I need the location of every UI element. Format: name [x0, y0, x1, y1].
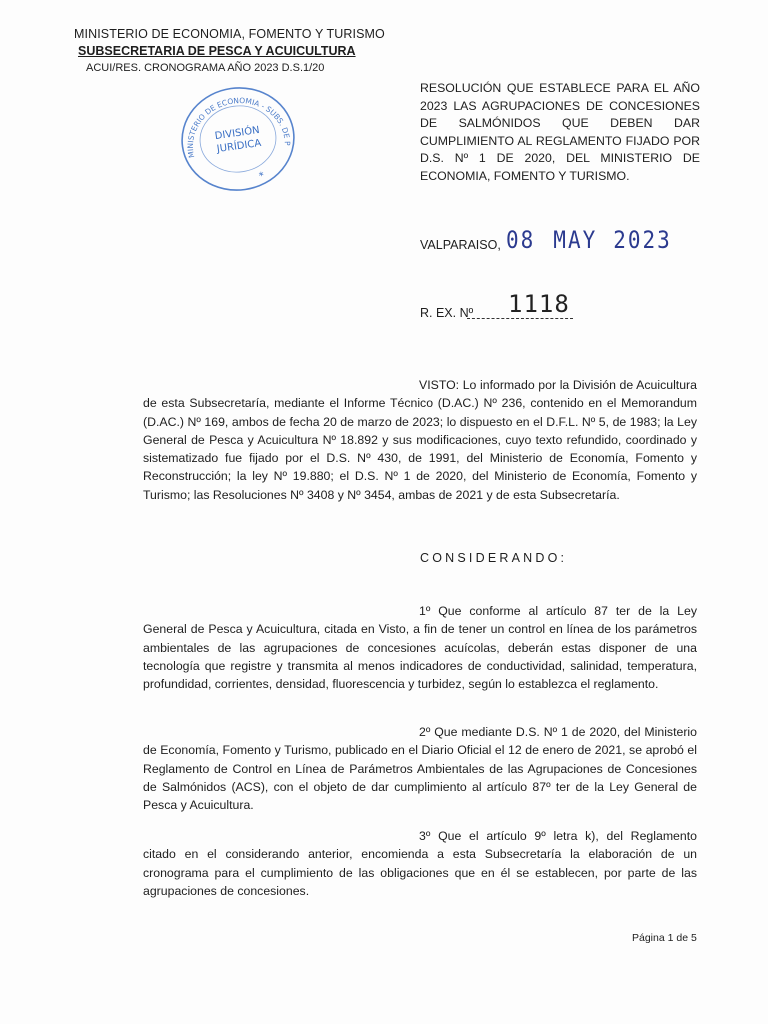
stamp-ring-text: MINISTERIO DE ECONOMIA - SUBS. DE PESCA	[185, 96, 292, 159]
document-reference: ACUI/RES. CRONOGRAMA AÑO 2023 D.S.1/20	[86, 62, 325, 74]
date-year: 2023	[613, 226, 672, 254]
date-month: MAY	[553, 226, 598, 254]
considerando-2	[143, 723, 697, 814]
resolution-number-line	[467, 318, 573, 319]
stamp-center-line2: JURÍDICA	[216, 137, 262, 155]
stamp-center-line1: DIVISIÓN	[214, 124, 261, 143]
date-day: 08	[506, 226, 536, 254]
resolution-title: RESOLUCIÓN QUE ESTABLECE PARA EL AÑO 2023 LAS AGRUPACIONES DE CONCESIONES DE SALMÓNIDOS QUE DEBEN DAR CUMPLIMIENTO AL REGLAMENTO FIJADO POR D.S. Nº 1 DE 2020, DEL MINISTERIO DE ECONOMIA, FOMENTO Y TURISMO.	[420, 81, 700, 183]
considerando-1-text: 1º Que conforme al artículo 87 ter de la Ley General de Pesca y Acuicultura, citada en Visto, a fin de tener un control en línea de los parámetros ambientales de las agrupaciones de concesiones acuícolas, deberán estas disponer de una tecnología que registre y transmita al menos indicadores de conductividad, salinidad, temperatura, profundidad, corrientes, densidad, fluorescencia y turbidez, según lo establezca el reglamento.	[143, 604, 697, 692]
visto-text: VISTO: Lo informado por la División de Acuicultura de esta Subsecretaría, mediante el Informe Técnico (D.AC.) Nº 236, contenido en el Memorandum (D.AC.) Nº 169, ambos de fecha 20 de marzo de 2023; lo dispuesto en el D.F.L. Nº 5, de 1983; la Ley General de Pesca y Acuicultura Nº 18.892 y sus modificaciones, cuyo texto refundido, coordinado y sistematizado fue fijado por el D.S. Nº 430, de 1991, del Ministerio de Economía, Fomento y Reconstrucción; la ley Nº 19.880; el D.S. Nº 1 de 2020, del Ministerio de Economía, Fomento y Turismo; las Resoluciones Nº 3408 y Nº 3454, ambas de 2021 y de esta Subsecretaría.	[143, 378, 697, 502]
page-number: Página 1 de 5	[632, 932, 697, 944]
considerando-heading: CONSIDERANDO:	[420, 551, 568, 565]
handwritten-date	[506, 226, 672, 254]
considerando-3	[143, 827, 697, 900]
considerando-2-text: 2º Que mediante D.S. Nº 1 de 2020, del Ministerio de Economía, Fomento y Turismo, publicado en el Diario Oficial el 12 de enero de 2021, se aprobó el Reglamento de Control en Línea de Parámetros Ambientales de las Agrupaciones de Concesiones de Salmónidos (ACS), con el objeto de dar cumplimiento al artículo 87º ter de la Ley General de Pesca y Acuicultura.	[143, 725, 697, 813]
letterhead	[74, 26, 385, 77]
subsecretaria-name: SUBSECRETARIA DE PESCA Y ACUICULTURA	[78, 44, 356, 58]
considerando-1	[143, 602, 697, 693]
stamp-star: *	[258, 170, 265, 183]
ministry-name: MINISTERIO DE ECONOMIA, FOMENTO Y TURISMO	[74, 27, 385, 41]
division-juridica-stamp	[178, 84, 298, 194]
place-label: VALPARAISO,	[420, 238, 501, 252]
considerando-3-text: 3º Que el artículo 9º letra k), del Reglamento citado en el considerando anterior, encomienda a esta Subsecretaría la elaboración de un cronograma para el cumplimiento de las obligaciones que en él se establecen, por parte de las agrupaciones de concesiones.	[143, 829, 697, 898]
resolution-number-label: R. EX. Nº	[420, 306, 474, 320]
visto-paragraph	[143, 376, 697, 504]
resolution-number: 1118	[508, 290, 570, 318]
